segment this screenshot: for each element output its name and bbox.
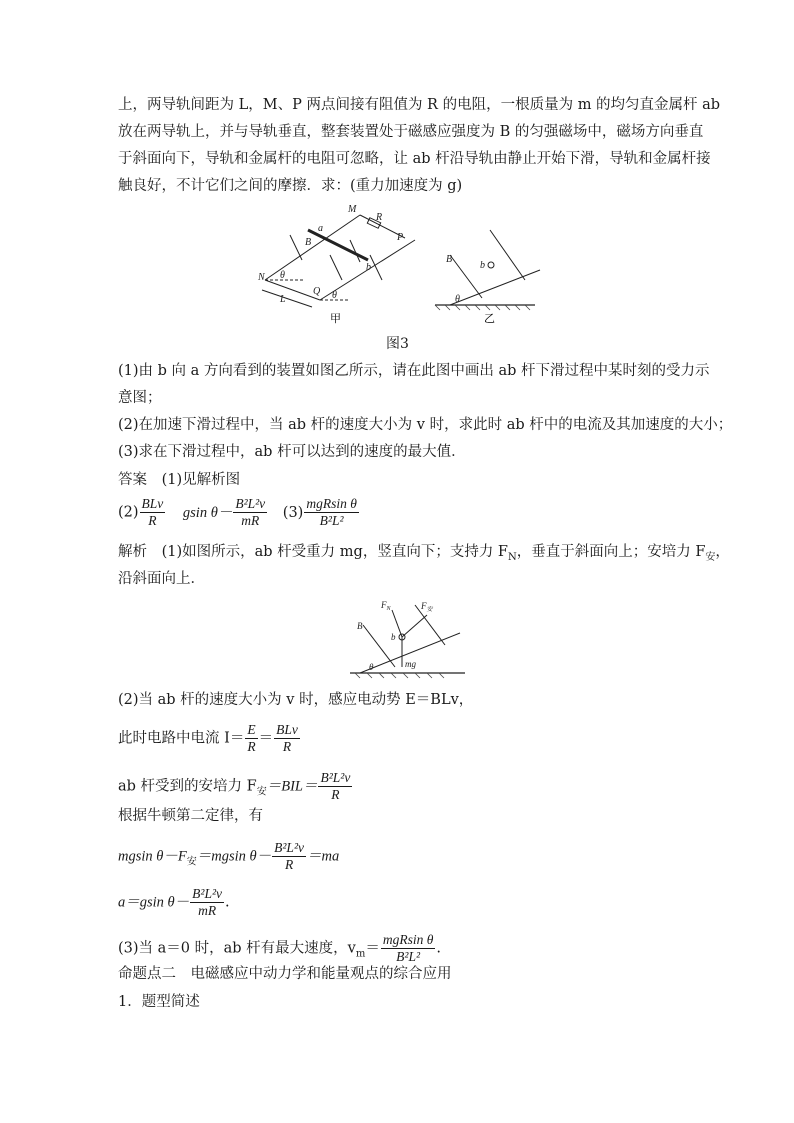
dimension-L	[262, 290, 312, 307]
fraction-acceleration: $\frac{\text{B²L²v}}{mR}$	[192, 886, 223, 918]
label-Q: Q	[313, 286, 321, 297]
fraction-BLv-R: $\frac{\text{BLv}}{R}$	[276, 722, 298, 754]
label-jia: 甲	[330, 313, 341, 325]
fraction-ampere-force: $\frac{\text{B²L²v}}{R}$	[320, 770, 351, 802]
answer-3-prefix: (3)	[282, 504, 304, 521]
fan-label: $F_安$	[421, 601, 433, 613]
answer-label: 答案	[118, 472, 147, 488]
label-B-right: B	[446, 254, 453, 265]
label-theta-1: θ	[280, 270, 285, 281]
label-M: M	[348, 204, 357, 215]
rod-label: b	[391, 632, 396, 642]
question-3: (3)求在下滑过程中，ab 杆可以达到的速度的最大值．	[118, 444, 466, 460]
analysis-2a: (2)当 ab 杆的速度大小为 v 时，感应电动势 E＝BLv，	[118, 692, 474, 708]
analysis-2c: ab 杆受到的安培力 $F_安=BIL=$ $\frac{\text{B²L²v}}{R}$	[118, 770, 351, 802]
answer-2-mid: gsin θ－	[182, 504, 233, 521]
field-line-right-2	[490, 230, 525, 280]
field-arrow-1	[290, 235, 302, 260]
problem-line-4: 触良好，不计它们之间的摩擦．求：(重力加速度为 g)	[118, 178, 463, 194]
mg-label: mg	[405, 659, 416, 669]
analysis-3: (3)当 a＝0 时，ab 杆有最大速度，$v_m=$ $\frac{\text{mgRsin θ}}{\text{B²L²}}$ .	[118, 932, 441, 964]
label-R: R	[376, 212, 383, 223]
answer-1: (1)见解析图	[161, 472, 241, 488]
field-line-right	[450, 255, 482, 298]
fraction-vmax: $\frac{\text{mgRsin θ}}{\text{B²L²}}$	[382, 932, 434, 964]
answer-line-2	[118, 496, 360, 529]
label-yi: 乙	[484, 313, 495, 325]
label-a: a	[318, 223, 323, 234]
label-L: L	[280, 294, 286, 305]
question-2: (2)在加速下滑过程中，当 ab 杆的速度大小为 v 时，求此时 ab 杆中的电流及其加速度的大小；	[118, 417, 733, 433]
fraction-E-R: $\frac{E}{R}$	[247, 722, 256, 754]
problem-line-2: 放在两导轨上，并与导轨垂直，整套装置处于磁感应强度为 B 的匀强磁场中，磁场方向垂直	[118, 124, 704, 140]
analysis-2f: a＝gsin θ－ $\frac{\text{B²L²v}}{mR}$ .	[118, 886, 230, 918]
answer-2-prefix: (2)	[118, 504, 139, 521]
answer-line-1	[118, 470, 240, 490]
section-heading: 命题点二 电磁感应中动力学和能量观点的综合应用	[118, 966, 452, 982]
force-diagram	[345, 595, 475, 680]
figure-caption: 图3	[386, 336, 409, 352]
fraction-newton: $\frac{\text{B²L²v}}{R}$	[274, 840, 304, 872]
problem-line-1: 上，两导轨间距为 L，M、P 两点间接有阻值为 R 的电阻，一根质量为 m 的均匀直金属杆 ab	[118, 97, 721, 113]
b-field-label: B	[357, 621, 363, 631]
analysis-label: 解析	[118, 544, 147, 560]
answer-2-fraction-2: $\frac{\text{B²L²v}}{mR}$	[235, 496, 266, 528]
analysis-line-1: 解析 (1)如图所示，ab 杆受重力 mg，竖直向下；支持力 $F_N$，垂直于斜面向上；安培力 $F_安$，	[118, 544, 730, 563]
label-P: P	[397, 232, 404, 243]
incline-line	[450, 270, 540, 305]
theta-label: θ	[369, 662, 374, 672]
analysis-2e: mgsin $\theta-F_安=mgsin$ θ－ $\frac{\text{B²L²v}}{R}$ ＝ma	[118, 840, 340, 872]
rod-cross-section	[488, 262, 494, 268]
question-1b: 意图；	[118, 390, 162, 406]
label-N: N	[258, 272, 265, 283]
analysis-2b: 此时电路中电流 I＝ $\frac{E}{R}$ ＝ $\frac{\text{BLv}}{R}$	[118, 722, 298, 754]
label-theta-right: θ	[455, 294, 460, 305]
answer-2-fraction-1: $\frac{\text{BLv}}{R}$	[141, 496, 164, 528]
analysis-2d: 根据牛顿第二定律，有	[118, 808, 263, 824]
label-b: b	[366, 262, 371, 273]
fan-arrow	[402, 615, 427, 637]
fn-label: $F_N$	[381, 600, 391, 612]
analysis-line-2: 沿斜面向上．	[118, 571, 205, 587]
label-B: B	[305, 237, 312, 248]
rail-bottom-left	[265, 280, 320, 300]
field-arrow-2	[330, 255, 342, 280]
figure-3	[250, 200, 550, 330]
label-b-right: b	[480, 260, 485, 271]
problem-line-3: 于斜面向下，导轨和金属杆的电阻可忽略，让 ab 杆沿导轨由静止开始下滑，导轨和金属杆接	[118, 151, 711, 167]
section-item-1: 1．题型简述	[118, 994, 200, 1010]
label-theta-2: θ	[332, 290, 337, 301]
answer-3-fraction: $\frac{\text{mgRsin θ}}{\text{B²L²}}$	[306, 496, 357, 528]
question-1a: (1)由 b 向 a 方向看到的装置如图乙所示，请在此图中画出 ab 杆下滑过程中某时刻的受力示	[118, 363, 710, 379]
